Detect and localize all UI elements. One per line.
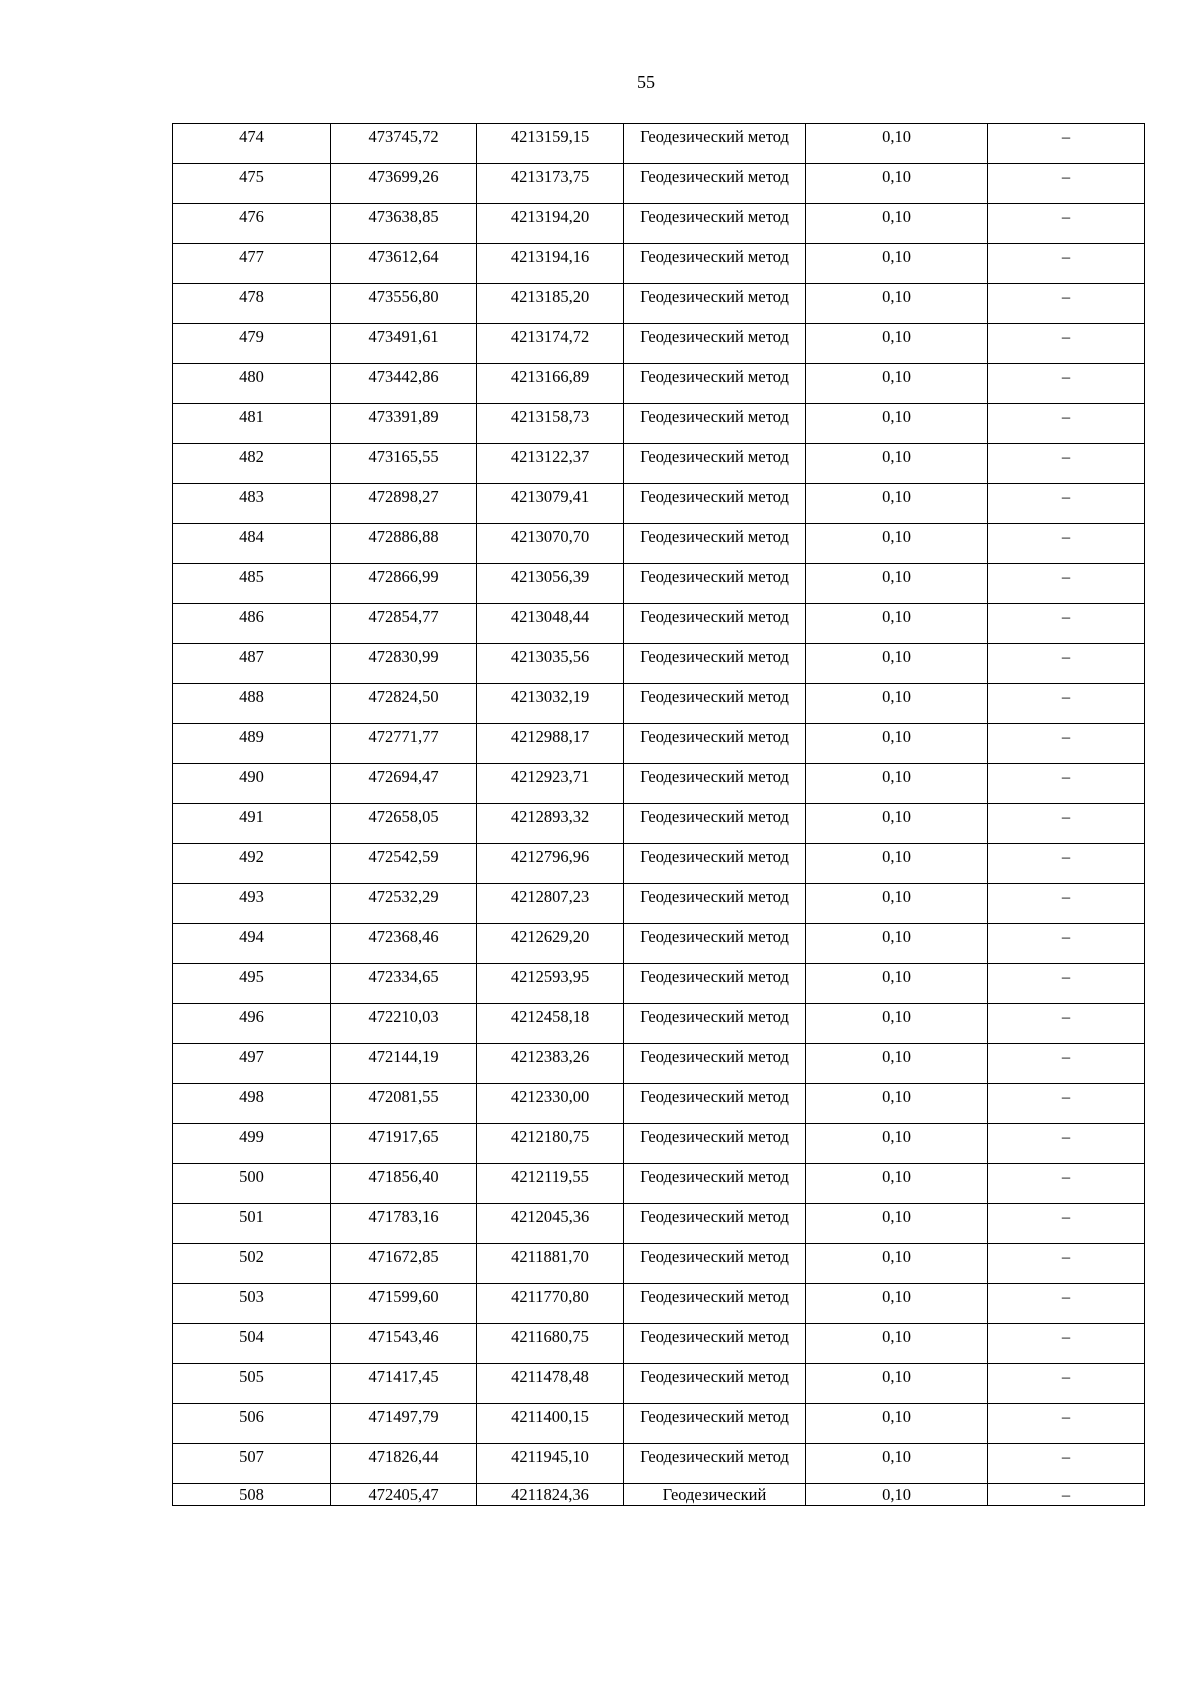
note-cell: – [988,764,1145,804]
point-number-cell: 499 [173,1124,331,1164]
note-cell: – [988,924,1145,964]
method-cell: Геодезический метод [624,1164,806,1204]
table-row [173,1044,1145,1084]
note-cell: – [988,604,1145,644]
accuracy-cell: 0,10 [806,444,988,484]
x-coordinate-cell: 472144,19 [331,1044,477,1084]
accuracy-cell: 0,10 [806,1284,988,1324]
x-coordinate-cell: 472081,55 [331,1084,477,1124]
accuracy-cell: 0,10 [806,724,988,764]
x-coordinate-cell: 472886,88 [331,524,477,564]
table-row [173,924,1145,964]
y-coordinate-cell: 4213173,75 [477,164,624,204]
method-cell: Геодезический метод [624,164,806,204]
note-cell: – [988,164,1145,204]
accuracy-cell: 0,10 [806,284,988,324]
note-cell: – [988,524,1145,564]
note-cell: – [988,244,1145,284]
note-cell: – [988,204,1145,244]
x-coordinate-cell: 471599,60 [331,1284,477,1324]
accuracy-cell: 0,10 [806,244,988,284]
table-row [173,1244,1145,1284]
accuracy-cell: 0,10 [806,1404,988,1444]
y-coordinate-cell: 4213185,20 [477,284,624,324]
table-row [173,1364,1145,1404]
table-row [173,564,1145,604]
point-number-cell: 477 [173,244,331,284]
table-row [173,844,1145,884]
x-coordinate-cell: 473491,61 [331,324,477,364]
method-cell: Геодезический метод [624,844,806,884]
table-row [173,884,1145,924]
table-row [173,1284,1145,1324]
note-cell: – [988,1484,1145,1506]
note-cell: – [988,1004,1145,1044]
y-coordinate-cell: 4211945,10 [477,1444,624,1484]
x-coordinate-cell: 472405,47 [331,1484,477,1506]
accuracy-cell: 0,10 [806,1444,988,1484]
point-number-cell: 493 [173,884,331,924]
point-number-cell: 498 [173,1084,331,1124]
y-coordinate-cell: 4212383,26 [477,1044,624,1084]
accuracy-cell: 0,10 [806,1244,988,1284]
note-cell: – [988,844,1145,884]
note-cell: – [988,684,1145,724]
accuracy-cell: 0,10 [806,804,988,844]
method-cell: Геодезический метод [624,204,806,244]
table-row [173,484,1145,524]
accuracy-cell: 0,10 [806,204,988,244]
method-cell: Геодезический метод [624,244,806,284]
note-cell: – [988,884,1145,924]
x-coordinate-cell: 472830,99 [331,644,477,684]
x-coordinate-cell: 472771,77 [331,724,477,764]
accuracy-cell: 0,10 [806,964,988,1004]
x-coordinate-cell: 472210,03 [331,1004,477,1044]
y-coordinate-cell: 4213056,39 [477,564,624,604]
x-coordinate-cell: 473699,26 [331,164,477,204]
accuracy-cell: 0,10 [806,604,988,644]
point-number-cell: 495 [173,964,331,1004]
method-cell: Геодезический метод [624,804,806,844]
table-row [173,644,1145,684]
method-cell: Геодезический метод [624,764,806,804]
point-number-cell: 476 [173,204,331,244]
method-cell: Геодезический метод [624,1004,806,1044]
method-cell: Геодезический метод [624,124,806,164]
method-cell: Геодезический метод [624,644,806,684]
accuracy-cell: 0,10 [806,1204,988,1244]
y-coordinate-cell: 4212893,32 [477,804,624,844]
y-coordinate-cell: 4211680,75 [477,1324,624,1364]
method-cell: Геодезический метод [624,484,806,524]
note-cell: – [988,724,1145,764]
point-number-cell: 491 [173,804,331,844]
point-number-cell: 507 [173,1444,331,1484]
x-coordinate-cell: 472542,59 [331,844,477,884]
point-number-cell: 492 [173,844,331,884]
method-cell: Геодезический метод [624,604,806,644]
y-coordinate-cell: 4213122,37 [477,444,624,484]
point-number-cell: 485 [173,564,331,604]
y-coordinate-cell: 4212923,71 [477,764,624,804]
table-row [173,1084,1145,1124]
point-number-cell: 478 [173,284,331,324]
x-coordinate-cell: 473612,64 [331,244,477,284]
note-cell: – [988,564,1145,604]
y-coordinate-cell: 4213070,70 [477,524,624,564]
y-coordinate-cell: 4213166,89 [477,364,624,404]
point-number-cell: 483 [173,484,331,524]
point-number-cell: 480 [173,364,331,404]
point-number-cell: 497 [173,1044,331,1084]
y-coordinate-cell: 4212180,75 [477,1124,624,1164]
y-coordinate-cell: 4213194,20 [477,204,624,244]
table-row [173,804,1145,844]
point-number-cell: 506 [173,1404,331,1444]
method-cell: Геодезический метод [624,1444,806,1484]
y-coordinate-cell: 4213048,44 [477,604,624,644]
y-coordinate-cell: 4212045,36 [477,1204,624,1244]
point-number-cell: 488 [173,684,331,724]
accuracy-cell: 0,10 [806,1164,988,1204]
note-cell: – [988,124,1145,164]
note-cell: – [988,964,1145,1004]
note-cell: – [988,404,1145,444]
table-row [173,404,1145,444]
note-cell: – [988,1244,1145,1284]
point-number-cell: 486 [173,604,331,644]
accuracy-cell: 0,10 [806,684,988,724]
x-coordinate-cell: 472532,29 [331,884,477,924]
point-number-cell: 487 [173,644,331,684]
x-coordinate-cell: 471917,65 [331,1124,477,1164]
table-row [173,724,1145,764]
x-coordinate-cell: 472694,47 [331,764,477,804]
accuracy-cell: 0,10 [806,1124,988,1164]
note-cell: – [988,1204,1145,1244]
note-cell: – [988,1164,1145,1204]
note-cell: – [988,1284,1145,1324]
y-coordinate-cell: 4212330,00 [477,1084,624,1124]
method-cell: Геодезический метод [624,1284,806,1324]
y-coordinate-cell: 4211478,48 [477,1364,624,1404]
accuracy-cell: 0,10 [806,484,988,524]
accuracy-cell: 0,10 [806,844,988,884]
table-row [173,364,1145,404]
table-row [173,604,1145,644]
method-cell: Геодезический метод [624,564,806,604]
table-row [173,444,1145,484]
note-cell: – [988,444,1145,484]
table-row [173,244,1145,284]
note-cell: – [988,1364,1145,1404]
table-row [173,284,1145,324]
accuracy-cell: 0,10 [806,524,988,564]
note-cell: – [988,1444,1145,1484]
y-coordinate-cell: 4213159,15 [477,124,624,164]
method-cell: Геодезический [624,1484,806,1506]
x-coordinate-cell: 472334,65 [331,964,477,1004]
point-number-cell: 503 [173,1284,331,1324]
y-coordinate-cell: 4211824,36 [477,1484,624,1506]
table-row [173,1444,1145,1484]
accuracy-cell: 0,10 [806,164,988,204]
method-cell: Геодезический метод [624,1044,806,1084]
method-cell: Геодезический метод [624,1324,806,1364]
point-number-cell: 501 [173,1204,331,1244]
y-coordinate-cell: 4212988,17 [477,724,624,764]
accuracy-cell: 0,10 [806,764,988,804]
coordinates-table [172,123,1145,1506]
note-cell: – [988,1044,1145,1084]
accuracy-cell: 0,10 [806,404,988,444]
method-cell: Геодезический метод [624,1204,806,1244]
table-row [173,684,1145,724]
y-coordinate-cell: 4213158,73 [477,404,624,444]
note-cell: – [988,1324,1145,1364]
table-row [173,124,1145,164]
y-coordinate-cell: 4212458,18 [477,1004,624,1044]
accuracy-cell: 0,10 [806,564,988,604]
x-coordinate-cell: 471672,85 [331,1244,477,1284]
point-number-cell: 489 [173,724,331,764]
accuracy-cell: 0,10 [806,644,988,684]
x-coordinate-cell: 473638,85 [331,204,477,244]
table-row [173,764,1145,804]
method-cell: Геодезический метод [624,284,806,324]
x-coordinate-cell: 471783,16 [331,1204,477,1244]
method-cell: Геодезический метод [624,324,806,364]
x-coordinate-cell: 471856,40 [331,1164,477,1204]
point-number-cell: 484 [173,524,331,564]
point-number-cell: 481 [173,404,331,444]
y-coordinate-cell: 4213079,41 [477,484,624,524]
y-coordinate-cell: 4211400,15 [477,1404,624,1444]
x-coordinate-cell: 471497,79 [331,1404,477,1444]
point-number-cell: 474 [173,124,331,164]
method-cell: Геодезический метод [624,924,806,964]
method-cell: Геодезический метод [624,964,806,1004]
y-coordinate-cell: 4213032,19 [477,684,624,724]
point-number-cell: 505 [173,1364,331,1404]
y-coordinate-cell: 4213194,16 [477,244,624,284]
point-number-cell: 479 [173,324,331,364]
table-row [173,164,1145,204]
method-cell: Геодезический метод [624,1084,806,1124]
accuracy-cell: 0,10 [806,1004,988,1044]
note-cell: – [988,324,1145,364]
x-coordinate-cell: 473442,86 [331,364,477,404]
method-cell: Геодезический метод [624,1404,806,1444]
table-row [173,204,1145,244]
table-body [173,124,1145,1506]
table-row [173,524,1145,564]
y-coordinate-cell: 4212796,96 [477,844,624,884]
method-cell: Геодезический метод [624,684,806,724]
point-number-cell: 475 [173,164,331,204]
accuracy-cell: 0,10 [806,1484,988,1506]
point-number-cell: 494 [173,924,331,964]
note-cell: – [988,1404,1145,1444]
table-row [173,964,1145,1004]
y-coordinate-cell: 4212629,20 [477,924,624,964]
x-coordinate-cell: 472824,50 [331,684,477,724]
point-number-cell: 490 [173,764,331,804]
note-cell: – [988,484,1145,524]
x-coordinate-cell: 472368,46 [331,924,477,964]
table-row [173,324,1145,364]
accuracy-cell: 0,10 [806,324,988,364]
note-cell: – [988,644,1145,684]
note-cell: – [988,284,1145,324]
y-coordinate-cell: 4212119,55 [477,1164,624,1204]
x-coordinate-cell: 471826,44 [331,1444,477,1484]
accuracy-cell: 0,10 [806,364,988,404]
method-cell: Геодезический метод [624,724,806,764]
x-coordinate-cell: 472854,77 [331,604,477,644]
point-number-cell: 482 [173,444,331,484]
method-cell: Геодезический метод [624,1244,806,1284]
x-coordinate-cell: 473391,89 [331,404,477,444]
table-row [173,1124,1145,1164]
y-coordinate-cell: 4211881,70 [477,1244,624,1284]
method-cell: Геодезический метод [624,404,806,444]
table-row [173,1324,1145,1364]
point-number-cell: 500 [173,1164,331,1204]
x-coordinate-cell: 473165,55 [331,444,477,484]
method-cell: Геодезический метод [624,1364,806,1404]
method-cell: Геодезический метод [624,884,806,924]
accuracy-cell: 0,10 [806,1044,988,1084]
x-coordinate-cell: 473745,72 [331,124,477,164]
point-number-cell: 496 [173,1004,331,1044]
x-coordinate-cell: 472658,05 [331,804,477,844]
accuracy-cell: 0,10 [806,1324,988,1364]
method-cell: Геодезический метод [624,1124,806,1164]
accuracy-cell: 0,10 [806,124,988,164]
table-row [173,1164,1145,1204]
point-number-cell: 504 [173,1324,331,1364]
x-coordinate-cell: 471543,46 [331,1324,477,1364]
x-coordinate-cell: 472866,99 [331,564,477,604]
note-cell: – [988,364,1145,404]
table-row [173,1004,1145,1044]
accuracy-cell: 0,10 [806,1084,988,1124]
x-coordinate-cell: 471417,45 [331,1364,477,1404]
note-cell: – [988,1084,1145,1124]
method-cell: Геодезический метод [624,364,806,404]
accuracy-cell: 0,10 [806,924,988,964]
method-cell: Геодезический метод [624,524,806,564]
y-coordinate-cell: 4213035,56 [477,644,624,684]
y-coordinate-cell: 4212593,95 [477,964,624,1004]
accuracy-cell: 0,10 [806,884,988,924]
x-coordinate-cell: 472898,27 [331,484,477,524]
page-number: 55 [637,72,655,92]
y-coordinate-cell: 4213174,72 [477,324,624,364]
y-coordinate-cell: 4211770,80 [477,1284,624,1324]
table-row [173,1484,1145,1506]
accuracy-cell: 0,10 [806,1364,988,1404]
note-cell: – [988,1124,1145,1164]
y-coordinate-cell: 4212807,23 [477,884,624,924]
point-number-cell: 502 [173,1244,331,1284]
method-cell: Геодезический метод [624,444,806,484]
note-cell: – [988,804,1145,844]
point-number-cell: 508 [173,1484,331,1506]
table-row [173,1404,1145,1444]
x-coordinate-cell: 473556,80 [331,284,477,324]
table-row [173,1204,1145,1244]
